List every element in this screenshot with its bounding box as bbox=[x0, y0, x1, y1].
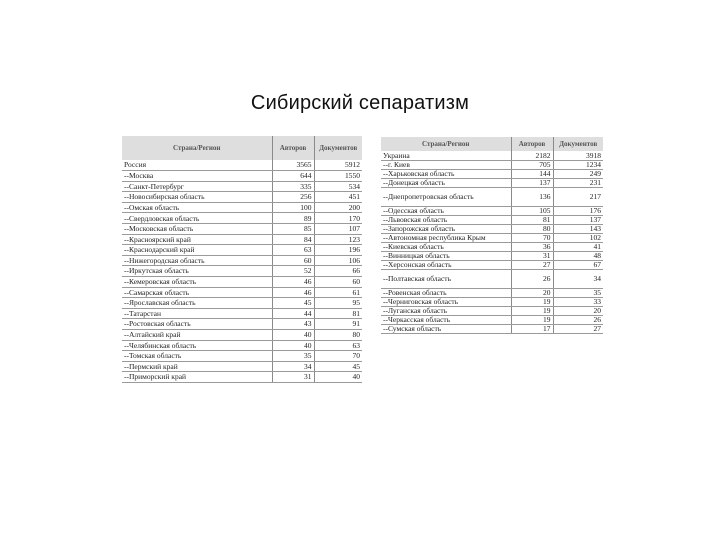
table-row bbox=[122, 266, 362, 277]
region-cell: --Днепропетровская область bbox=[381, 187, 511, 206]
table-row bbox=[381, 288, 603, 297]
documents-cell: 3918 bbox=[553, 151, 603, 160]
authors-cell: 100 bbox=[272, 202, 314, 213]
region-cell: --Винницкая область bbox=[381, 251, 511, 260]
authors-cell: 137 bbox=[511, 178, 553, 187]
column-header-documents: Документов bbox=[319, 143, 358, 152]
region-cell: --Одесская область bbox=[381, 206, 511, 215]
documents-cell: 123 bbox=[314, 234, 362, 245]
authors-cell: 705 bbox=[511, 160, 553, 169]
table-body bbox=[381, 151, 603, 333]
documents-cell: 217 bbox=[553, 187, 603, 206]
documents-cell: 534 bbox=[314, 181, 362, 192]
table-row bbox=[381, 206, 603, 215]
table-row bbox=[381, 169, 603, 178]
table-row bbox=[381, 151, 603, 160]
authors-cell: 31 bbox=[511, 251, 553, 260]
table-row bbox=[122, 351, 362, 362]
documents-cell: 20 bbox=[553, 306, 603, 315]
documents-cell: 91 bbox=[314, 319, 362, 330]
documents-cell: 95 bbox=[314, 298, 362, 309]
documents-cell: 102 bbox=[553, 233, 603, 242]
column-header-region: Страна/Регион bbox=[381, 137, 511, 151]
documents-cell: 66 bbox=[314, 266, 362, 277]
table-row bbox=[381, 306, 603, 315]
authors-cell: 105 bbox=[511, 206, 553, 215]
documents-cell: 170 bbox=[314, 213, 362, 224]
region-cell: --Новосибирская область bbox=[122, 192, 272, 203]
region-cell: Украина bbox=[381, 151, 511, 160]
column-header-region: Страна/Регион bbox=[122, 136, 272, 160]
documents-cell: 200 bbox=[314, 202, 362, 213]
documents-cell: 5912 bbox=[314, 160, 362, 171]
documents-cell: 143 bbox=[553, 224, 603, 233]
documents-cell: 63 bbox=[314, 340, 362, 351]
authors-cell: 20 bbox=[511, 288, 553, 297]
authors-cell: 63 bbox=[272, 245, 314, 256]
region-cell: --Нижегородская область bbox=[122, 255, 272, 266]
authors-cell: 85 bbox=[272, 224, 314, 235]
table-row bbox=[122, 224, 362, 235]
documents-cell: 451 bbox=[314, 192, 362, 203]
region-cell: --Киевская область bbox=[381, 242, 511, 251]
table-row bbox=[122, 340, 362, 351]
documents-cell: 249 bbox=[553, 169, 603, 178]
table-row bbox=[122, 171, 362, 182]
region-cell: --Автономная республика Крым bbox=[381, 233, 511, 242]
region-cell: --Харьковская область bbox=[381, 169, 511, 178]
table-row bbox=[122, 202, 362, 213]
region-cell: --Красноярский край bbox=[122, 234, 272, 245]
table-row bbox=[122, 160, 362, 171]
table-row bbox=[122, 181, 362, 192]
table-row bbox=[381, 324, 603, 333]
documents-cell: 1234 bbox=[553, 160, 603, 169]
documents-cell: 45 bbox=[314, 361, 362, 372]
table-row bbox=[381, 297, 603, 306]
table-row bbox=[122, 277, 362, 288]
authors-cell: 35 bbox=[272, 351, 314, 362]
region-cell: --Херсонская область bbox=[381, 260, 511, 269]
region-cell: --Запорожская область bbox=[381, 224, 511, 233]
region-cell: --Полтавская область bbox=[381, 269, 511, 288]
documents-cell: 33 bbox=[553, 297, 603, 306]
authors-cell: 136 bbox=[511, 187, 553, 206]
table-row bbox=[122, 308, 362, 319]
authors-cell: 70 bbox=[511, 233, 553, 242]
table-body bbox=[122, 160, 362, 382]
region-cell: --Краснодарский край bbox=[122, 245, 272, 256]
table-row bbox=[122, 255, 362, 266]
table-row bbox=[122, 319, 362, 330]
region-cell: --Самарская область bbox=[122, 287, 272, 298]
authors-cell: 144 bbox=[511, 169, 553, 178]
authors-cell: 84 bbox=[272, 234, 314, 245]
authors-cell: 17 bbox=[511, 324, 553, 333]
region-cell: --Омская область bbox=[122, 202, 272, 213]
table-row bbox=[381, 260, 603, 269]
authors-cell: 89 bbox=[272, 213, 314, 224]
table-row bbox=[381, 233, 603, 242]
column-header-documents: Документов bbox=[559, 139, 598, 148]
region-cell: --Сумская область bbox=[381, 324, 511, 333]
region-cell: --Алтайский край bbox=[122, 330, 272, 341]
authors-cell: 256 bbox=[272, 192, 314, 203]
region-cell: Россия bbox=[122, 160, 272, 171]
region-cell: --Татарстан bbox=[122, 308, 272, 319]
authors-cell: 34 bbox=[272, 361, 314, 372]
region-cell: --Кемеровская область bbox=[122, 277, 272, 288]
documents-cell: 35 bbox=[553, 288, 603, 297]
authors-cell: 60 bbox=[272, 255, 314, 266]
authors-cell: 52 bbox=[272, 266, 314, 277]
region-cell: --Ярославская область bbox=[122, 298, 272, 309]
table-row bbox=[381, 215, 603, 224]
table-row bbox=[122, 330, 362, 341]
column-header-authors: Авторов bbox=[511, 137, 553, 151]
documents-cell: 80 bbox=[314, 330, 362, 341]
authors-cell: 19 bbox=[511, 297, 553, 306]
table-row bbox=[122, 287, 362, 298]
authors-cell: 2182 bbox=[511, 151, 553, 160]
authors-cell: 644 bbox=[272, 171, 314, 182]
region-cell: --Свердловская область bbox=[122, 213, 272, 224]
table-header-row bbox=[381, 137, 603, 151]
authors-cell: 36 bbox=[511, 242, 553, 251]
documents-cell: 106 bbox=[314, 255, 362, 266]
authors-cell: 43 bbox=[272, 319, 314, 330]
table-row bbox=[122, 234, 362, 245]
region-cell: --Ровенская область bbox=[381, 288, 511, 297]
authors-cell: 80 bbox=[511, 224, 553, 233]
region-cell: --Приморский край bbox=[122, 372, 272, 383]
ukraine-regions-table bbox=[381, 137, 603, 334]
authors-cell: 46 bbox=[272, 287, 314, 298]
documents-cell: 1550 bbox=[314, 171, 362, 182]
documents-cell: 107 bbox=[314, 224, 362, 235]
column-header-authors: Авторов bbox=[272, 136, 314, 160]
authors-cell: 45 bbox=[272, 298, 314, 309]
region-cell: --Московская область bbox=[122, 224, 272, 235]
region-cell: --Львовская область bbox=[381, 215, 511, 224]
region-cell: --г. Киев bbox=[381, 160, 511, 169]
authors-cell: 335 bbox=[272, 181, 314, 192]
documents-cell: 60 bbox=[314, 277, 362, 288]
region-cell: --Ростовская область bbox=[122, 319, 272, 330]
documents-cell: 231 bbox=[553, 178, 603, 187]
table-row bbox=[381, 178, 603, 187]
authors-cell: 44 bbox=[272, 308, 314, 319]
table-row bbox=[122, 372, 362, 383]
region-cell: --Москва bbox=[122, 171, 272, 182]
documents-cell: 70 bbox=[314, 351, 362, 362]
authors-cell: 40 bbox=[272, 330, 314, 341]
region-cell: --Иркутская область bbox=[122, 266, 272, 277]
documents-cell: 26 bbox=[553, 315, 603, 324]
authors-cell: 31 bbox=[272, 372, 314, 383]
table-row bbox=[381, 242, 603, 251]
region-cell: --Черкасская область bbox=[381, 315, 511, 324]
slide-title: Сибирский сепаратизм bbox=[250, 92, 470, 114]
region-cell: --Томская область bbox=[122, 351, 272, 362]
table-row bbox=[122, 192, 362, 203]
region-cell: --Челябинская область bbox=[122, 340, 272, 351]
authors-cell: 19 bbox=[511, 315, 553, 324]
region-cell: --Пермский край bbox=[122, 361, 272, 372]
table-row bbox=[122, 361, 362, 372]
authors-cell: 27 bbox=[511, 260, 553, 269]
documents-cell: 137 bbox=[553, 215, 603, 224]
table-row bbox=[381, 269, 603, 288]
documents-cell: 196 bbox=[314, 245, 362, 256]
documents-cell: 40 bbox=[314, 372, 362, 383]
authors-cell: 81 bbox=[511, 215, 553, 224]
documents-cell: 34 bbox=[553, 269, 603, 288]
table-row bbox=[381, 315, 603, 324]
region-cell: --Донецкая область bbox=[381, 178, 511, 187]
authors-cell: 26 bbox=[511, 269, 553, 288]
table-row bbox=[122, 298, 362, 309]
region-cell: --Санкт-Петербург bbox=[122, 181, 272, 192]
documents-cell: 61 bbox=[314, 287, 362, 298]
table-header-row bbox=[122, 136, 362, 160]
documents-cell: 67 bbox=[553, 260, 603, 269]
documents-cell: 81 bbox=[314, 308, 362, 319]
authors-cell: 3565 bbox=[272, 160, 314, 171]
authors-cell: 40 bbox=[272, 340, 314, 351]
documents-cell: 48 bbox=[553, 251, 603, 260]
table-row bbox=[381, 251, 603, 260]
authors-cell: 19 bbox=[511, 306, 553, 315]
russia-regions-table bbox=[122, 136, 362, 383]
region-cell: --Луганская область bbox=[381, 306, 511, 315]
region-cell: --Черниговская область bbox=[381, 297, 511, 306]
authors-cell: 46 bbox=[272, 277, 314, 288]
table-row bbox=[381, 160, 603, 169]
table-row bbox=[381, 187, 603, 206]
documents-cell: 41 bbox=[553, 242, 603, 251]
documents-cell: 27 bbox=[553, 324, 603, 333]
table-row bbox=[122, 213, 362, 224]
table-row bbox=[381, 224, 603, 233]
table-row bbox=[122, 245, 362, 256]
documents-cell: 176 bbox=[553, 206, 603, 215]
